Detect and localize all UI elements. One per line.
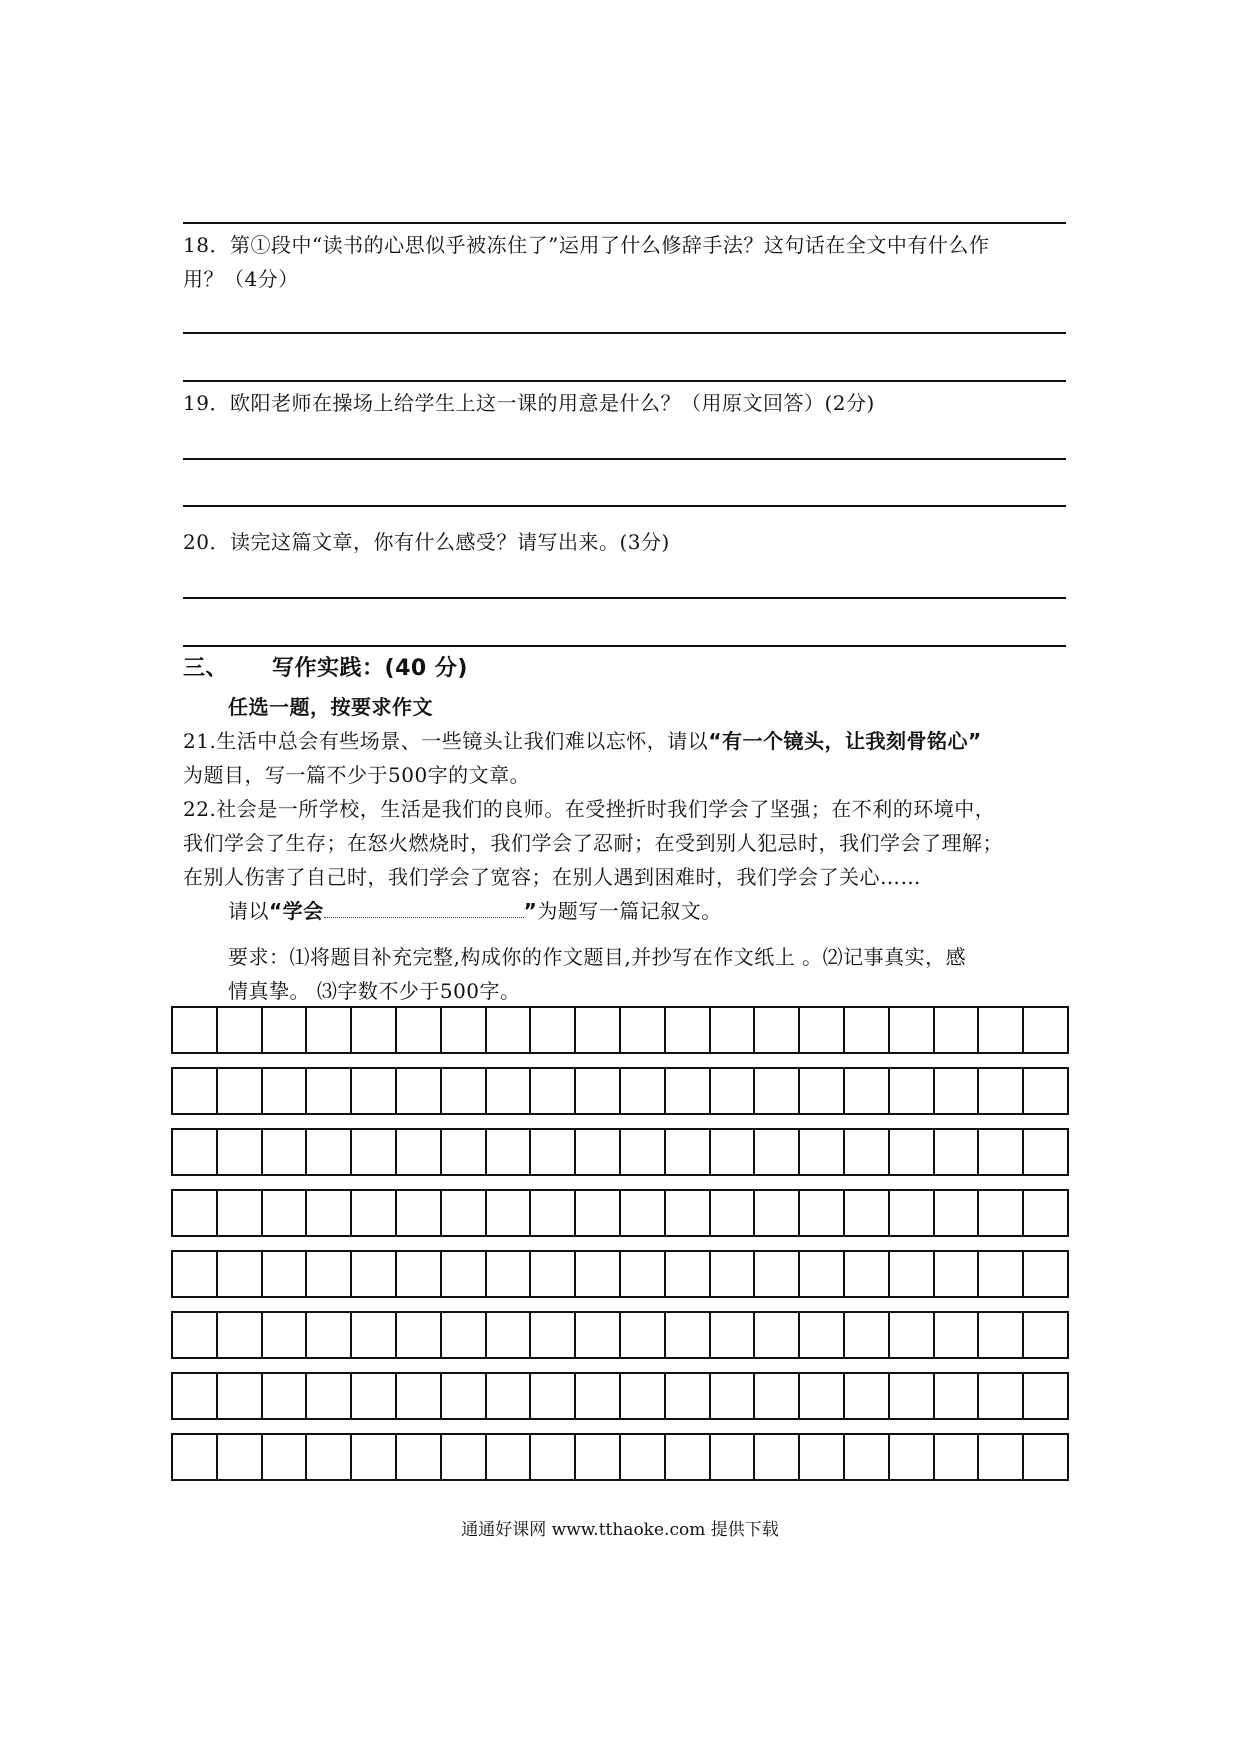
grid-cell[interactable]	[1022, 1008, 1067, 1052]
grid-cell[interactable]	[395, 1069, 440, 1113]
grid-cell[interactable]	[1022, 1130, 1067, 1174]
grid-cell[interactable]	[261, 1313, 306, 1357]
grid-cell[interactable]	[574, 1435, 619, 1479]
grid-cell[interactable]	[350, 1130, 395, 1174]
grid-cell[interactable]	[977, 1313, 1022, 1357]
question-21-prefix: 21.生活中总会有些场景、一些镜头让我们难以忘怀，请以	[183, 729, 709, 753]
answer-line	[183, 222, 1066, 224]
grid-cell[interactable]	[574, 1130, 619, 1174]
grid-cell[interactable]	[753, 1374, 798, 1418]
grid-cell[interactable]	[843, 1374, 888, 1418]
question-19: 19．欧阳老师在操场上给学生上这一课的用意是什么？（用原文回答）(2分)	[183, 391, 875, 415]
grid-cell[interactable]	[261, 1435, 306, 1479]
grid-cell[interactable]	[440, 1313, 485, 1357]
grid-cell[interactable]	[888, 1008, 933, 1052]
grid-cell[interactable]	[664, 1069, 709, 1113]
grid-cell[interactable]	[709, 1069, 754, 1113]
grid-cell[interactable]	[664, 1130, 709, 1174]
grid-cell[interactable]	[173, 1130, 216, 1174]
grid-cell[interactable]	[395, 1435, 440, 1479]
grid-cell[interactable]	[843, 1008, 888, 1052]
grid-cell[interactable]	[753, 1130, 798, 1174]
grid-cell[interactable]	[843, 1130, 888, 1174]
grid-cell[interactable]	[1022, 1313, 1067, 1357]
grid-cell[interactable]	[798, 1313, 843, 1357]
question-21-line1	[183, 724, 1068, 758]
grid-cell[interactable]	[485, 1313, 530, 1357]
grid-cell[interactable]	[798, 1008, 843, 1052]
prompt-title-open: “学会	[269, 899, 324, 923]
grid-cell[interactable]	[485, 1191, 530, 1235]
grid-cell[interactable]	[574, 1252, 619, 1296]
grid-cell[interactable]	[888, 1374, 933, 1418]
prompt-before: 请以	[228, 899, 269, 923]
grid-cell[interactable]	[977, 1435, 1022, 1479]
grid-cell[interactable]	[529, 1008, 574, 1052]
grid-cell[interactable]	[216, 1069, 261, 1113]
answer-line	[183, 458, 1066, 460]
grid-cell[interactable]	[305, 1435, 350, 1479]
grid-cell[interactable]	[619, 1008, 664, 1052]
grid-cell[interactable]	[933, 1374, 978, 1418]
grid-cell[interactable]	[798, 1435, 843, 1479]
grid-cell[interactable]	[440, 1069, 485, 1113]
grid-row	[171, 1433, 1069, 1481]
grid-cell[interactable]	[709, 1191, 754, 1235]
grid-cell[interactable]	[888, 1069, 933, 1113]
grid-cell[interactable]	[216, 1374, 261, 1418]
grid-cell[interactable]	[440, 1130, 485, 1174]
grid-cell[interactable]	[888, 1435, 933, 1479]
grid-cell[interactable]	[1022, 1191, 1067, 1235]
grid-cell[interactable]	[753, 1008, 798, 1052]
grid-cell[interactable]	[173, 1435, 216, 1479]
grid-cell[interactable]	[933, 1191, 978, 1235]
grid-cell[interactable]	[350, 1374, 395, 1418]
grid-cell[interactable]	[977, 1069, 1022, 1113]
title-blank	[324, 899, 524, 918]
grid-cell[interactable]	[529, 1069, 574, 1113]
grid-cell[interactable]	[216, 1130, 261, 1174]
grid-row	[171, 1250, 1069, 1298]
grid-cell[interactable]	[216, 1313, 261, 1357]
question-20: 20．读完这篇文章，你有什么感受？请写出来。(3分)	[183, 530, 670, 554]
grid-cell[interactable]	[529, 1374, 574, 1418]
grid-cell[interactable]	[798, 1069, 843, 1113]
grid-cell[interactable]	[798, 1130, 843, 1174]
grid-cell[interactable]	[395, 1130, 440, 1174]
grid-cell[interactable]	[574, 1374, 619, 1418]
grid-cell[interactable]	[350, 1435, 395, 1479]
grid-cell[interactable]	[529, 1252, 574, 1296]
prompt-title-close: ”	[523, 899, 538, 923]
grid-cell[interactable]	[709, 1130, 754, 1174]
grid-cell[interactable]	[216, 1008, 261, 1052]
answer-line	[183, 380, 1066, 382]
grid-cell[interactable]	[529, 1435, 574, 1479]
grid-cell[interactable]	[485, 1252, 530, 1296]
grid-cell[interactable]	[619, 1252, 664, 1296]
grid-cell[interactable]	[664, 1191, 709, 1235]
requirements-line1: 要求：⑴将题目补充完整,构成你的作文题目,并抄写在作文纸上 。⑵记事真实，感	[228, 945, 967, 969]
grid-cell[interactable]	[485, 1069, 530, 1113]
grid-cell[interactable]	[350, 1008, 395, 1052]
grid-cell[interactable]	[1022, 1069, 1067, 1113]
grid-cell[interactable]	[977, 1191, 1022, 1235]
requirements-line2: 情真挚。 ⑶字数不少于500字。	[228, 979, 521, 1003]
grid-cell[interactable]	[664, 1008, 709, 1052]
grid-cell[interactable]	[485, 1374, 530, 1418]
grid-cell[interactable]	[485, 1008, 530, 1052]
grid-cell[interactable]	[305, 1252, 350, 1296]
grid-cell[interactable]	[664, 1252, 709, 1296]
grid-cell[interactable]	[574, 1313, 619, 1357]
grid-cell[interactable]	[888, 1313, 933, 1357]
grid-cell[interactable]	[619, 1069, 664, 1113]
section-3-number: 三、	[183, 656, 229, 681]
grid-row	[171, 1189, 1069, 1237]
grid-cell[interactable]	[261, 1008, 306, 1052]
question-22-line3: 在别人伤害了自己时，我们学会了宽容；在别人遇到困难时，我们学会了关心……	[183, 865, 921, 889]
grid-cell[interactable]	[305, 1069, 350, 1113]
grid-cell[interactable]	[619, 1374, 664, 1418]
grid-cell[interactable]	[977, 1130, 1022, 1174]
grid-cell[interactable]	[216, 1435, 261, 1479]
footer-source: 通通好课网 www.tthaoke.com 提供下载	[461, 1520, 779, 1540]
grid-cell[interactable]	[305, 1130, 350, 1174]
grid-cell[interactable]	[173, 1008, 216, 1052]
grid-cell[interactable]	[350, 1069, 395, 1113]
grid-cell[interactable]	[440, 1252, 485, 1296]
answer-line	[183, 645, 1066, 647]
grid-cell[interactable]	[753, 1191, 798, 1235]
grid-cell[interactable]	[664, 1313, 709, 1357]
grid-cell[interactable]	[305, 1313, 350, 1357]
section-3-instruction: 任选一题，按要求作文	[228, 695, 433, 719]
answer-line	[183, 332, 1066, 334]
grid-cell[interactable]	[933, 1252, 978, 1296]
grid-cell[interactable]	[933, 1008, 978, 1052]
question-22-prompt	[228, 894, 1113, 928]
grid-cell[interactable]	[350, 1191, 395, 1235]
grid-cell[interactable]	[709, 1435, 754, 1479]
grid-cell[interactable]	[664, 1435, 709, 1479]
grid-cell[interactable]	[305, 1008, 350, 1052]
grid-cell[interactable]	[888, 1252, 933, 1296]
grid-cell[interactable]	[173, 1252, 216, 1296]
grid-cell[interactable]	[933, 1130, 978, 1174]
grid-row	[171, 1128, 1069, 1176]
grid-cell[interactable]	[395, 1008, 440, 1052]
grid-cell[interactable]	[574, 1191, 619, 1235]
grid-cell[interactable]	[753, 1435, 798, 1479]
grid-cell[interactable]	[261, 1252, 306, 1296]
grid-cell[interactable]	[261, 1069, 306, 1113]
section-3-heading	[183, 652, 1068, 686]
grid-cell[interactable]	[261, 1374, 306, 1418]
grid-cell[interactable]	[173, 1191, 216, 1235]
grid-cell[interactable]	[933, 1435, 978, 1479]
grid-cell[interactable]	[574, 1008, 619, 1052]
grid-cell[interactable]	[216, 1191, 261, 1235]
grid-row	[171, 1006, 1069, 1054]
grid-cell[interactable]	[350, 1313, 395, 1357]
grid-cell[interactable]	[798, 1252, 843, 1296]
answer-line	[183, 505, 1066, 507]
grid-cell[interactable]	[395, 1191, 440, 1235]
grid-cell[interactable]	[1022, 1374, 1067, 1418]
question-18-line2: 用？（4分）	[183, 267, 299, 291]
grid-cell[interactable]	[619, 1435, 664, 1479]
grid-cell[interactable]	[261, 1191, 306, 1235]
grid-cell[interactable]	[440, 1008, 485, 1052]
grid-cell[interactable]	[261, 1130, 306, 1174]
grid-cell[interactable]	[440, 1191, 485, 1235]
grid-cell[interactable]	[574, 1069, 619, 1113]
grid-cell[interactable]	[709, 1252, 754, 1296]
grid-cell[interactable]	[709, 1313, 754, 1357]
question-22-line2: 我们学会了生存；在怒火燃烧时，我们学会了忍耐；在受到别人犯忌时，我们学会了理解；	[183, 831, 1003, 855]
grid-cell[interactable]	[977, 1252, 1022, 1296]
grid-cell[interactable]	[977, 1008, 1022, 1052]
grid-cell[interactable]	[173, 1374, 216, 1418]
question-21-title: “有一个镜头，让我刻骨铭心”	[708, 729, 982, 753]
grid-row	[171, 1311, 1069, 1359]
grid-cell[interactable]	[529, 1130, 574, 1174]
grid-cell[interactable]	[843, 1191, 888, 1235]
grid-cell[interactable]	[709, 1008, 754, 1052]
grid-cell[interactable]	[619, 1313, 664, 1357]
grid-cell[interactable]	[619, 1191, 664, 1235]
grid-cell[interactable]	[753, 1252, 798, 1296]
grid-cell[interactable]	[753, 1313, 798, 1357]
grid-cell[interactable]	[709, 1374, 754, 1418]
grid-cell[interactable]	[305, 1191, 350, 1235]
grid-cell[interactable]	[664, 1374, 709, 1418]
grid-cell[interactable]	[440, 1374, 485, 1418]
grid-cell[interactable]	[933, 1313, 978, 1357]
prompt-after: 为题写一篇记叙文。	[537, 899, 722, 923]
grid-cell[interactable]	[619, 1130, 664, 1174]
grid-cell[interactable]	[1022, 1435, 1067, 1479]
grid-cell[interactable]	[440, 1435, 485, 1479]
grid-cell[interactable]	[1022, 1252, 1067, 1296]
grid-cell[interactable]	[753, 1069, 798, 1113]
grid-cell[interactable]	[395, 1374, 440, 1418]
grid-cell[interactable]	[933, 1069, 978, 1113]
grid-cell[interactable]	[173, 1069, 216, 1113]
grid-cell[interactable]	[529, 1191, 574, 1235]
grid-cell[interactable]	[798, 1191, 843, 1235]
grid-cell[interactable]	[798, 1374, 843, 1418]
grid-cell[interactable]	[395, 1252, 440, 1296]
grid-cell[interactable]	[529, 1313, 574, 1357]
question-22-line1: 22.社会是一所学校，生活是我们的良师。在受挫折时我们学会了坚强；在不利的环境中，	[183, 797, 996, 821]
grid-cell[interactable]	[485, 1130, 530, 1174]
grid-row	[171, 1372, 1069, 1420]
grid-cell[interactable]	[888, 1130, 933, 1174]
grid-cell[interactable]	[485, 1435, 530, 1479]
answer-line	[183, 597, 1066, 599]
grid-cell[interactable]	[216, 1252, 261, 1296]
grid-cell[interactable]	[305, 1374, 350, 1418]
grid-cell[interactable]	[843, 1252, 888, 1296]
section-3-title: 写作实践：(40 分)	[272, 656, 468, 681]
grid-cell[interactable]	[350, 1252, 395, 1296]
grid-cell[interactable]	[395, 1313, 440, 1357]
grid-cell[interactable]	[173, 1313, 216, 1357]
grid-cell[interactable]	[843, 1435, 888, 1479]
grid-cell[interactable]	[977, 1374, 1022, 1418]
grid-row	[171, 1067, 1069, 1115]
grid-cell[interactable]	[843, 1313, 888, 1357]
question-18-line1: 18．第①段中“读书的心思似乎被冻住了”运用了什么修辞手法？这句话在全文中有什么作	[183, 233, 990, 257]
grid-cell[interactable]	[888, 1191, 933, 1235]
grid-cell[interactable]	[843, 1069, 888, 1113]
question-21-line2: 为题目，写一篇不少于500字的文章。	[183, 763, 531, 787]
